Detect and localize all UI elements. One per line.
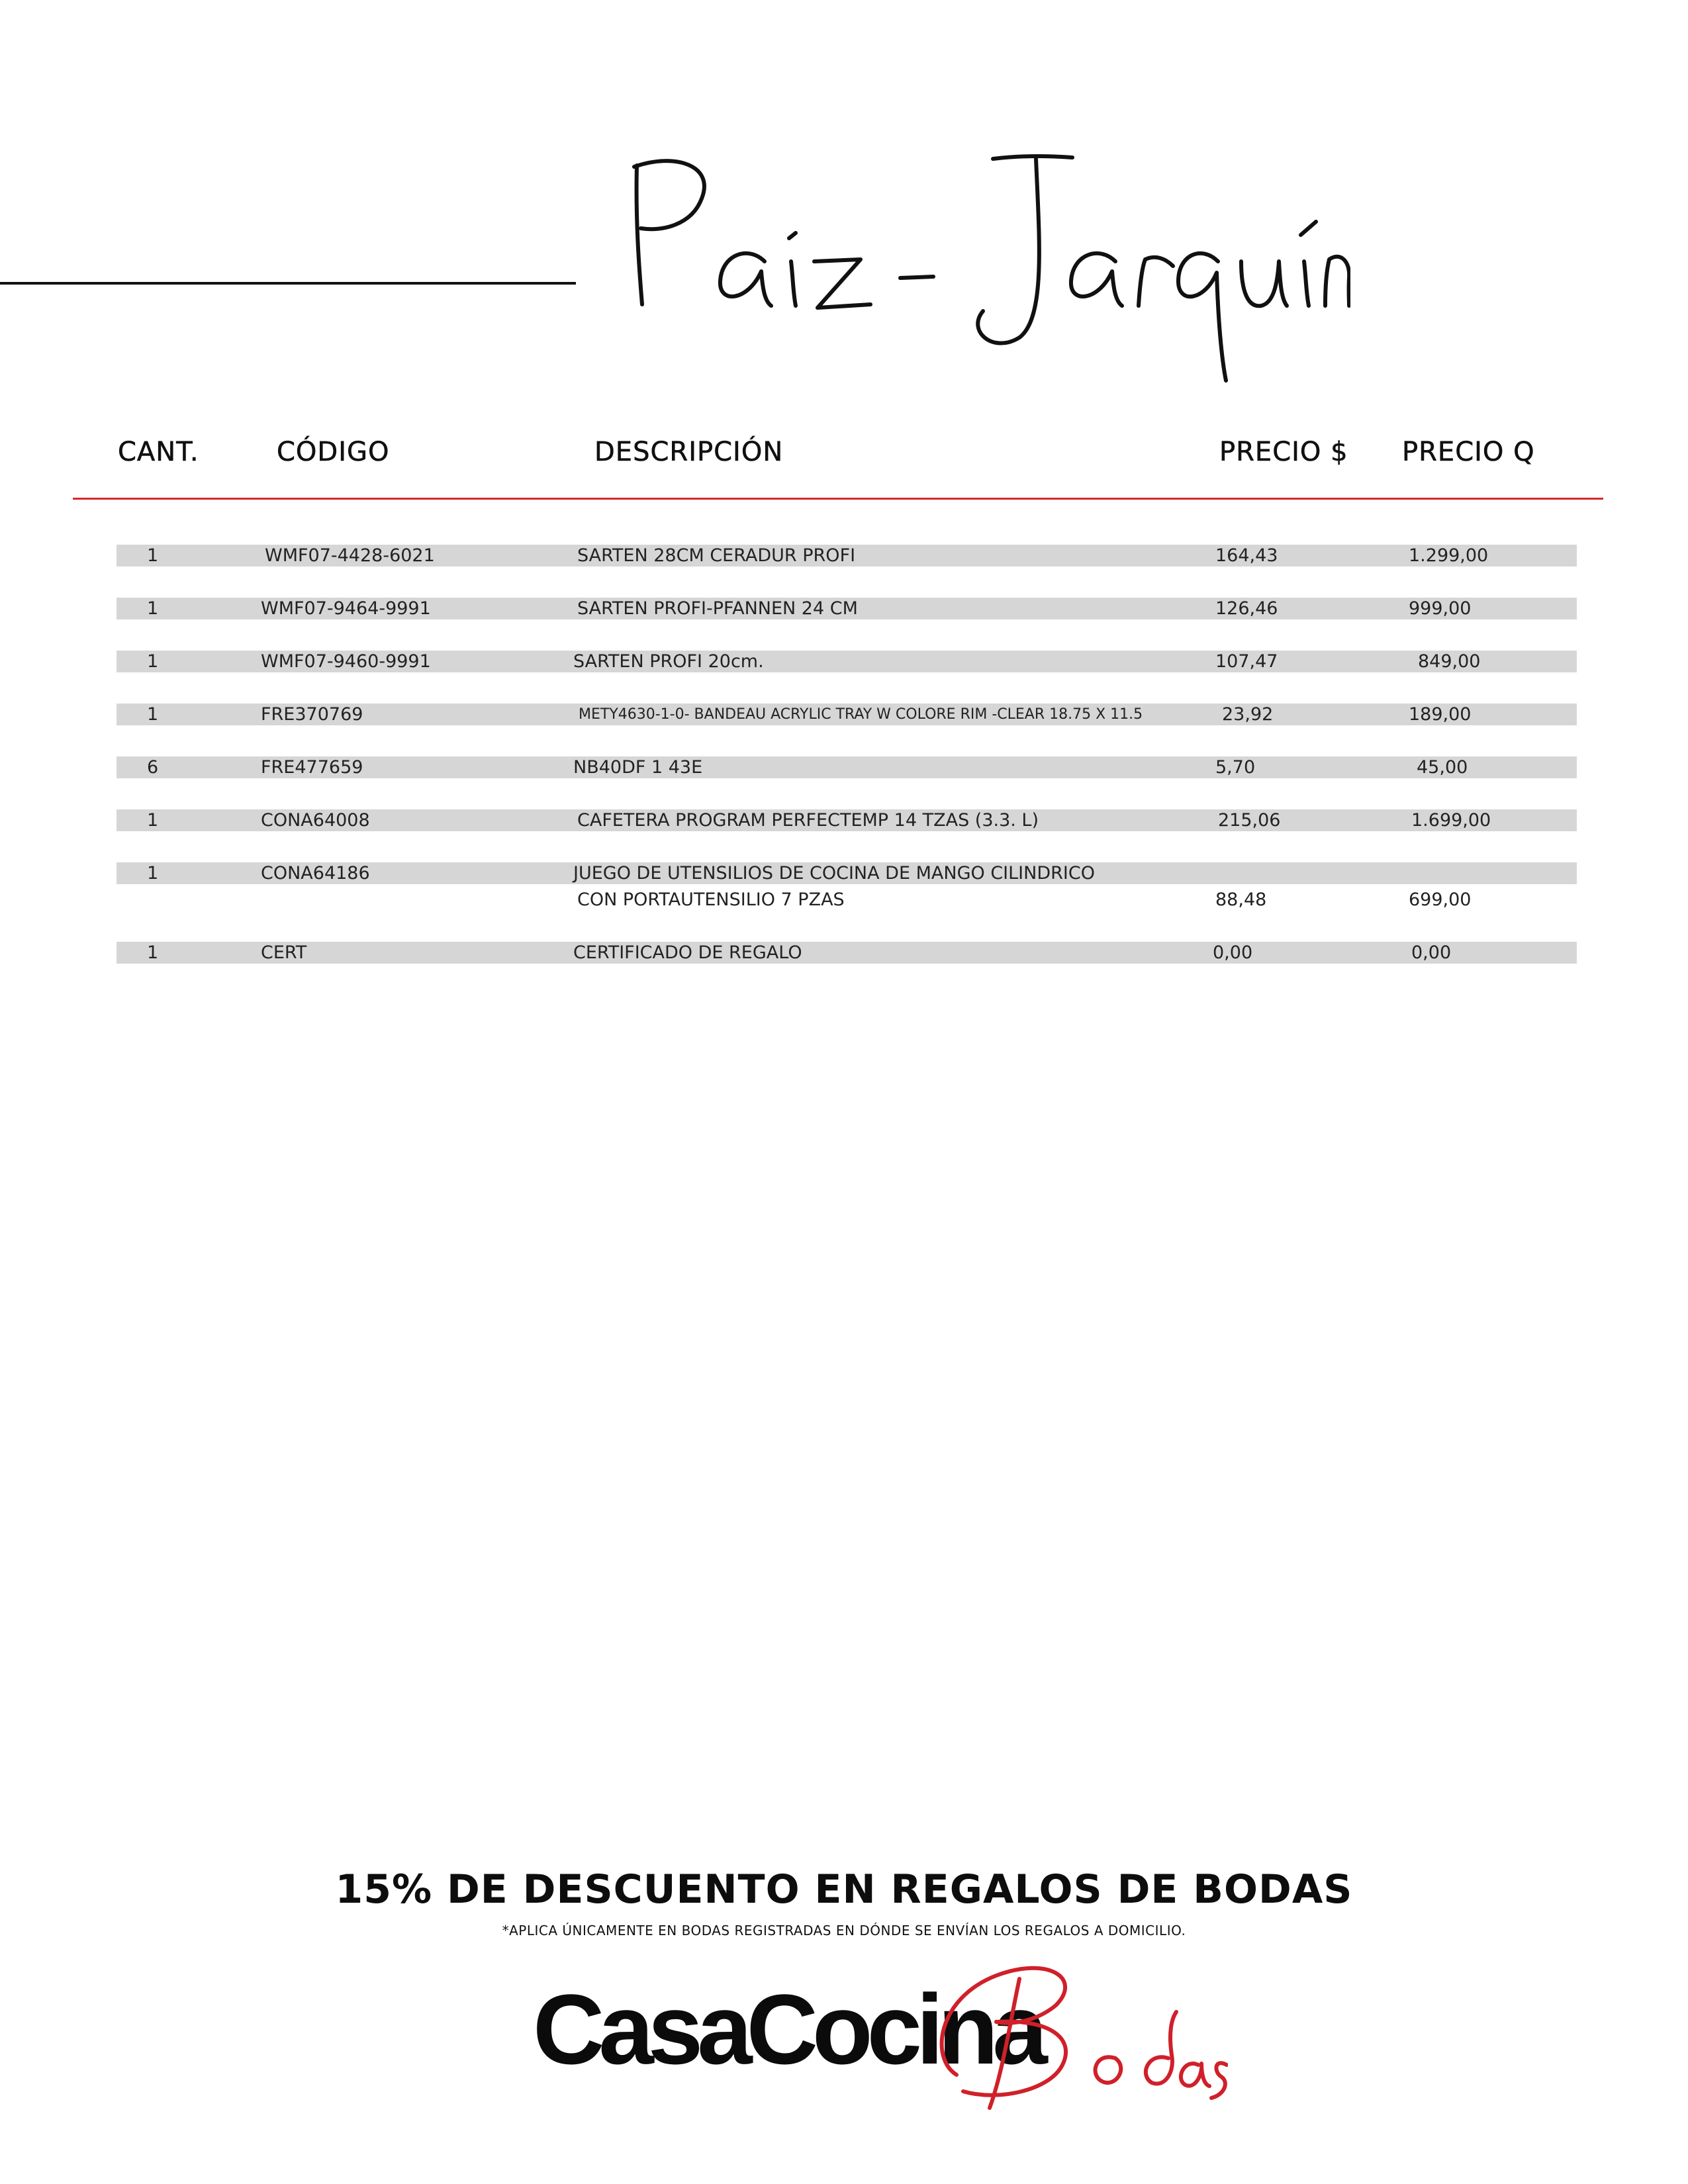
item-qty: 1 <box>147 810 159 831</box>
brand-logo <box>533 1959 1228 2118</box>
item-price-q: 0,00 <box>1411 942 1452 963</box>
promo-note: *APLICA ÚNICAMENTE EN BODAS REGISTRADAS EN DÓNDE SE ENVÍAN LOS REGALOS A DOMICILIO. <box>502 1923 1186 1938</box>
header-price-usd: PRECIO $ <box>1219 437 1348 467</box>
item-price-q: 1.699,00 <box>1411 810 1491 831</box>
item-qty: 1 <box>147 863 159 884</box>
item-price-q: 699,00 <box>1409 889 1472 910</box>
header-price-q: PRECIO Q <box>1402 437 1535 467</box>
item-description: SARTEN PROFI-PFANNEN 24 CM <box>577 598 858 619</box>
brand-script-bodas <box>533 1959 1228 2118</box>
items-table <box>0 0 1688 993</box>
item-price-usd: 5,70 <box>1215 757 1256 778</box>
item-description: CERTIFICADO DE REGALO <box>573 942 802 963</box>
item-price-usd: 23,92 <box>1222 704 1274 725</box>
item-price-usd: 88,48 <box>1215 889 1267 910</box>
item-price-usd: 107,47 <box>1215 651 1278 672</box>
item-code: FRE370769 <box>261 704 363 725</box>
item-price-usd: 126,46 <box>1215 598 1278 619</box>
item-qty: 1 <box>147 942 159 963</box>
item-code: CONA64186 <box>261 863 370 884</box>
header-description: DESCRIPCIÓN <box>594 437 784 467</box>
item-price-usd: 0,00 <box>1213 942 1253 963</box>
item-qty: 1 <box>147 704 159 725</box>
item-price-q: 849,00 <box>1418 651 1481 672</box>
item-description: SARTEN 28CM CERADUR PROFI <box>577 545 856 566</box>
item-code: WMF07-4428-6021 <box>265 545 435 566</box>
item-code: WMF07-9464-9991 <box>261 598 431 619</box>
item-code: CONA64008 <box>261 810 370 831</box>
header-code: CÓDIGO <box>277 437 390 467</box>
item-price-q: 45,00 <box>1417 757 1468 778</box>
table-row <box>117 942 1577 964</box>
item-description: NB40DF 1 43E <box>573 757 703 778</box>
promo-headline: 15% DE DESCUENTO EN REGALOS DE BODAS <box>335 1866 1353 1913</box>
item-qty: 1 <box>147 598 159 619</box>
item-description-line-2: CON PORTAUTENSILIO 7 PZAS <box>577 889 845 910</box>
item-description: JUEGO DE UTENSILIOS DE COCINA DE MANGO CILINDRICO <box>573 863 1095 884</box>
header-qty: CANT. <box>118 437 199 467</box>
item-price-q: 189,00 <box>1409 704 1472 725</box>
item-price-q: 999,00 <box>1409 598 1472 619</box>
item-code: CERT <box>261 942 307 963</box>
item-price-usd: 164,43 <box>1215 545 1278 566</box>
item-price-q: 1.299,00 <box>1409 545 1489 566</box>
item-code: FRE477659 <box>261 757 363 778</box>
item-price-usd: 215,06 <box>1218 810 1281 831</box>
item-description: CAFETERA PROGRAM PERFECTEMP 14 TZAS (3.3. L) <box>577 810 1039 831</box>
brand-name: CasaCocina <box>533 1974 1042 2085</box>
item-qty: 1 <box>147 651 159 672</box>
item-description: SARTEN PROFI 20cm. <box>573 651 764 672</box>
item-qty: 1 <box>147 545 159 566</box>
item-qty: 6 <box>147 757 159 778</box>
item-description: METY4630-1-0- BANDEAU ACRYLIC TRAY W COLORE RIM -CLEAR 18.75 X 11.5 <box>579 706 1143 723</box>
item-code: WMF07-9460-9991 <box>261 651 431 672</box>
